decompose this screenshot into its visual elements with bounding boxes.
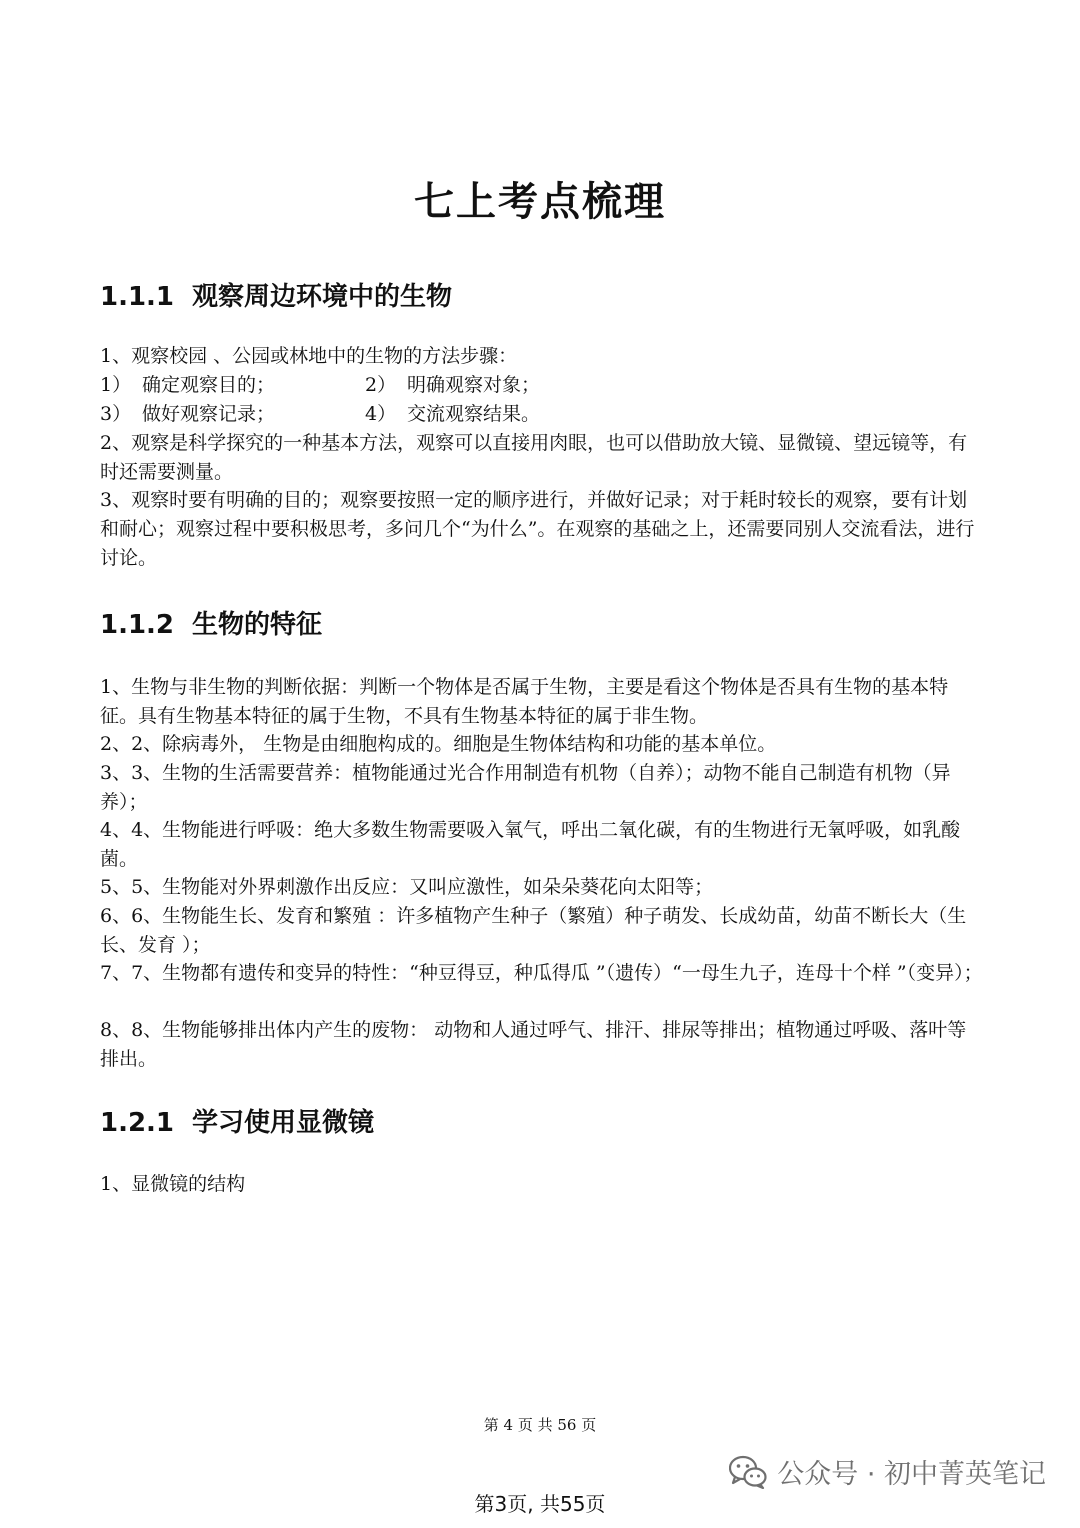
step-text: 交流观察结果。 [407, 403, 541, 425]
step-item [100, 400, 365, 429]
step-text: 明确观察对象； [407, 374, 541, 396]
steps-row [100, 371, 630, 400]
step-text: 做好观察记录； [142, 403, 276, 425]
paragraph: 1、观察校园 、公园或林地中的生物的方法步骤： [100, 345, 518, 367]
section-title: 观察周边环境中的生物 [192, 282, 453, 312]
step-number: 3） [100, 403, 132, 425]
step-item [100, 371, 365, 400]
wechat-icon [729, 1455, 767, 1489]
section-number: 1.2.1 [100, 1108, 175, 1138]
paragraph: 5、5、生物能对外界刺激作出反应：又叫应激性，如朵朵葵花向太阳等； [100, 876, 714, 898]
paragraph: 6、6、生物能生长、发育和繁殖 ：许多植物产生种子（繁殖）种子萌发、长成幼苗，幼苗不断长大（生长、发育 ）； [100, 905, 967, 956]
page-title: 七上考点梳理 [414, 179, 666, 225]
section-title: 学习使用显微镜 [192, 1108, 375, 1138]
paragraph: 4、4、生物能进行呼吸：绝大多数生物需要吸入氧气，呼出二氧化碳，有的生物进行无氧呼吸，如乳酸菌。 [100, 819, 961, 870]
paragraph: 1、显微镜的结构 [100, 1173, 246, 1195]
step-text: 确定观察目的； [142, 374, 276, 396]
step-item [365, 371, 630, 400]
step-number: 1） [100, 374, 132, 396]
paragraph: 1、生物与非生物的判断依据：判断一个物体是否属于生物，主要是看这个物体是否具有生物的基本特征。具有生物基本特征的属于生物，不具有生物基本特征的属于非生物。 [100, 676, 949, 727]
page-counter: 第 4 页 共 56 页 [483, 1416, 597, 1434]
section-number: 1.1.1 [100, 282, 175, 312]
section-title: 生物的特征 [192, 610, 323, 640]
paragraph: 3、观察时要有明确的目的；观察要按照一定的顺序进行，并做好记录；对于耗时较长的观察，要有计划和耐心；观察过程中要积极思考，多问几个“为什么”。在观察的基础之上，还需要同别人交流看法，进行讨论。 [100, 489, 975, 569]
paragraph: 2、2、除病毒外， 生物是由细胞构成的。细胞是生物体结构和功能的基本单位。 [100, 733, 777, 755]
paragraph: 3、3、生物的生活需要营养：植物能通过光合作用制造有机物（自养）；动物不能自己制造有机物（异养）； [100, 762, 951, 813]
section-heading-1-1-1 [100, 276, 452, 313]
paragraph: 7、7、生物都有遗传和变异的特性：“种豆得豆，种瓜得瓜 ”（遗传）“一母生九子，连母十个样 ”（变异）； [100, 962, 983, 984]
paragraph: 2、观察是科学探究的一种基本方法，观察可以直接用肉眼，也可以借助放大镜、显微镜、望远镜等，有时还需要测量。 [100, 432, 968, 483]
step-number: 2） [365, 374, 397, 396]
section-heading-1-2-1 [100, 1102, 374, 1139]
paragraph: 8、8、生物能够排出体内产生的废物： 动物和人通过呼气、排汗、排尿等排出；植物通过呼吸、落叶等排出。 [100, 1019, 967, 1070]
section-heading-1-1-2 [100, 604, 322, 641]
watermark-text: 公众号 · 初中菁英笔记 [777, 1459, 1046, 1490]
page-footer: 第3页, 共55页 [474, 1492, 606, 1516]
step-item [365, 400, 630, 429]
steps-row [100, 400, 630, 429]
section-number: 1.1.2 [100, 610, 175, 640]
watermark [729, 1452, 1046, 1491]
step-number: 4） [365, 403, 397, 425]
method-steps [100, 371, 630, 429]
